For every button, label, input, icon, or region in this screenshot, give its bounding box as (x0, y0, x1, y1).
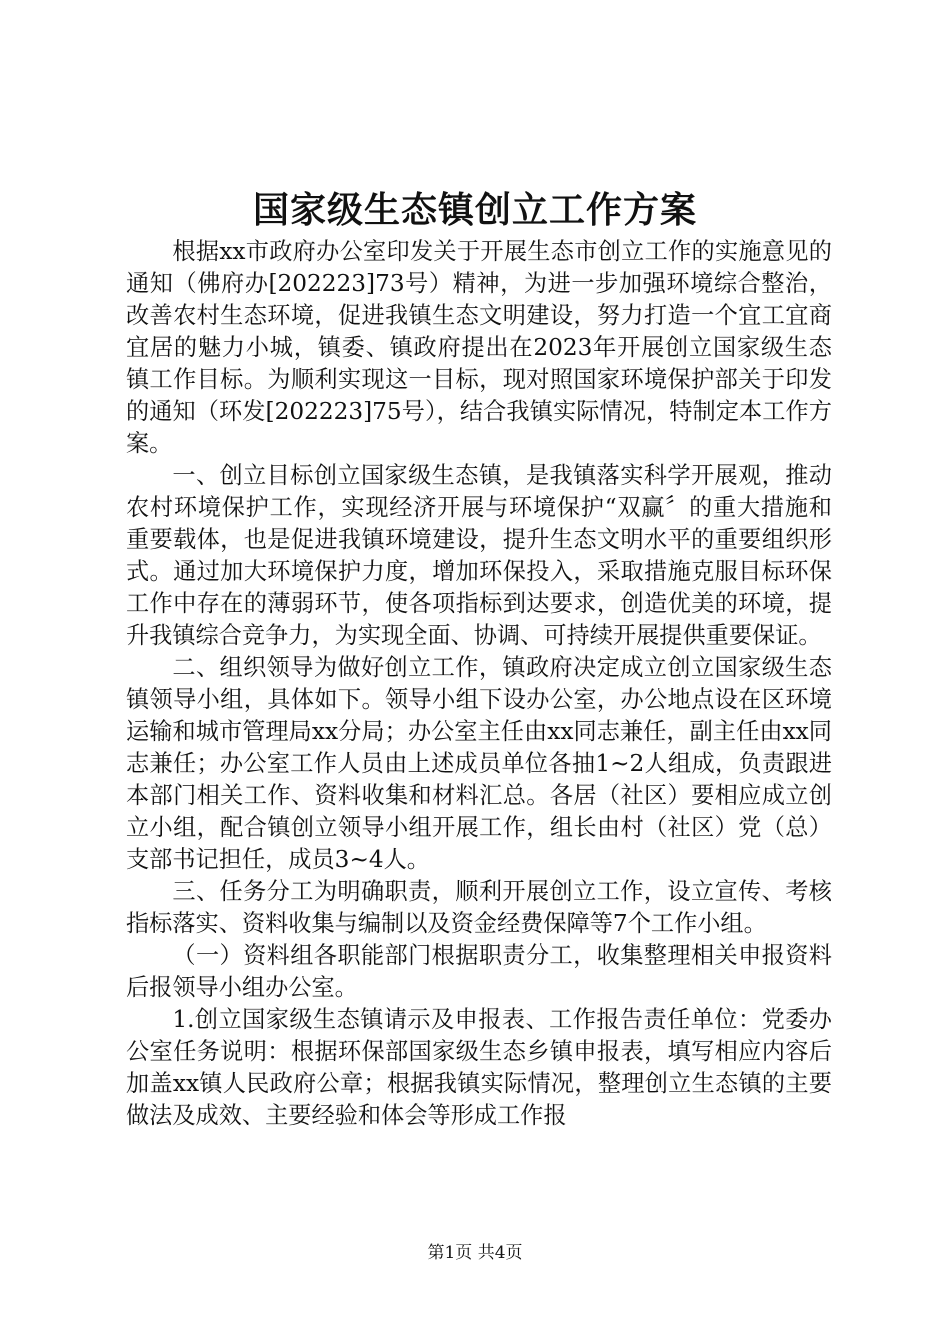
paragraph-goal: 一、创立目标创立国家级生态镇，是我镇落实科学开展观，推动农村环境保护工作，实现经济开展与环境保护“双赢〞的重大措施和重要载体，也是促进我镇环境建设，提升生态文明水平的重要组织形式。通过加大环境保护力度，增加环保投入，采取措施克服目标环保工作中存在的薄弱环节，使各项指标到达要求，创造优美的环境，提升我镇综合竞争力，为实现全面、协调、可持续开展提供重要保证。 (126, 462, 832, 649)
document-body (126, 236, 832, 1132)
paragraph-application-item: 1.创立国家级生态镇请示及申报表、工作报告责任单位：党委办公室任务说明：根据环保部国家级生态乡镇申报表，填写相应内容后加盖xx镇人民政府公章；根据我镇实际情况，整理创立生态镇的主要做法及成效、主要经验和体会等形成工作报 (126, 1006, 832, 1129)
document-title: 国家级生态镇创立工作方案 (252, 189, 697, 231)
page-number: 第1页 共4页 (427, 1243, 523, 1263)
paragraph-intro: 根据xx市政府办公室印发关于开展生态市创立工作的实施意见的通知（佛府办[202223]73号）精神，为进一步加强环境综合整治，改善农村生态环境，促进我镇生态文明建设，努力打造一个宜工宜商宜居的魅力小城，镇委、镇政府提出在2023年开展创立国家级生态镇工作目标。为顺利实现这一目标，现对照国家环境保护部关于印发的通知（环发[202223]75号），结合我镇实际情况，特制定本工作方案。 (126, 238, 832, 457)
paragraph-leadership: 二、组织领导为做好创立工作，镇政府决定成立创立国家级生态镇领导小组，具体如下。领导小组下设办公室，办公地点设在区环境运输和城市管理局xx分局；办公室主任由xx同志兼任，副主任由xx同志兼任；办公室工作人员由上述成员单位各抽1~2人组成，负责跟进本部门相关工作、资料收集和材料汇总。各居（社区）要相应成立创立小组，配合镇创立领导小组开展工作，组长由村（社区）党（总）支部书记担任，成员3~4人。 (126, 654, 832, 873)
paragraph-materials-group: （一）资料组各职能部门根据职责分工，收集整理相关申报资料后报领导小组办公室。 (126, 942, 832, 1001)
paragraph-task-division: 三、任务分工为明确职责，顺利开展创立工作，设立宣传、考核指标落实、资料收集与编制以及资金经费保障等7个工作小组。 (126, 878, 832, 937)
